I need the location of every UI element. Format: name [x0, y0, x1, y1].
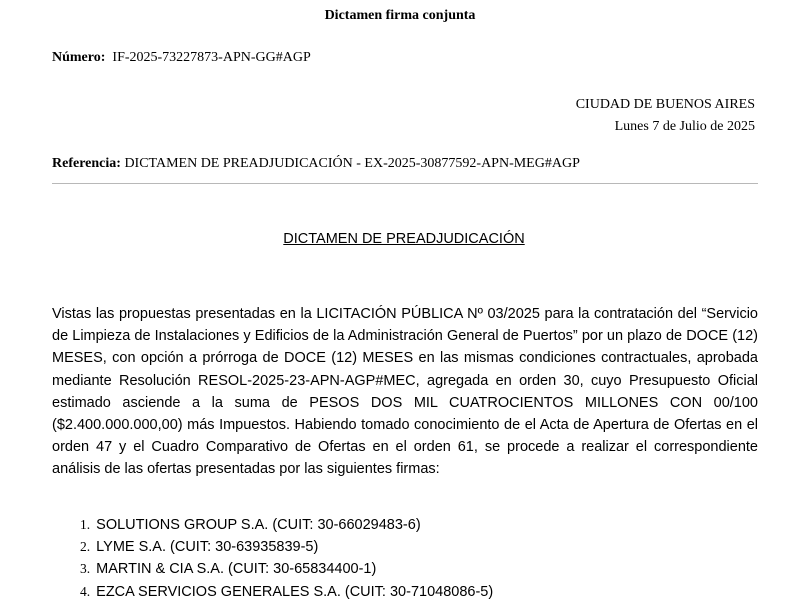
firms-list — [80, 514, 493, 603]
document-title: Dictamen firma conjunta — [324, 8, 476, 23]
list-item — [80, 536, 493, 558]
list-item-text: EZCA SERVICIOS GENERALES S.A. (CUIT: 30-71048086-5) — [96, 583, 494, 600]
list-item-number: 3. — [80, 561, 91, 577]
list-item-text: MARTIN & CIA S.A. (CUIT: 30-65834400-1) — [96, 561, 377, 578]
list-item-number: 1. — [80, 517, 91, 532]
section-heading: DICTAMEN DE PREADJUDICACIÓN — [283, 231, 525, 247]
numero-label: Número: — [52, 50, 106, 65]
reference — [52, 156, 580, 172]
body-paragraph: Vistas las propuestas presentadas en la LICITACIÓN PÚBLICA Nº 03/2025 para la contratación del “Servicio de Limpieza de Instalaciones y Edificios de la Administración General de Puertos” por un plazo de DOCE (12) MESES, con opción a prórroga de DOCE (12) MESES en las mismas condiciones contractuales, aprobada mediante Resolución RESOL-2025-23-APN-AGP#MEC, agregada en orden 30, cuyo Presupuesto Oficial estimado asciende a la suma de PESOS DOS MIL CUATROCIENTOS MILLONES CON 00/100 ($2.400.000.000,00) más Impuestos. Habiendo tomado conocimiento de el Acta de Apertura de Ofertas en el orden 47 y el Cuadro Comparativo de Ofertas en el orden 61, se procede a realizar el correspondiente análisis de las ofertas presentadas por las siguientes firmas: — [52, 306, 758, 478]
divider — [52, 183, 758, 184]
list-item-text: LYME S.A. (CUIT: 30-63935839-5) — [96, 539, 319, 556]
referencia-value: DICTAMEN DE PREADJUDICACIÓN - EX-2025-30877592-APN-MEG#AGP — [124, 156, 580, 171]
list-item — [80, 514, 493, 536]
list-item-text: SOLUTIONS GROUP S.A. (CUIT: 30-66029483-6) — [96, 517, 421, 533]
list-item — [80, 581, 493, 603]
place-date-block — [576, 94, 755, 138]
referencia-label: Referencia: — [52, 156, 121, 171]
list-item-number: 4. — [80, 583, 91, 599]
date: Lunes 7 de Julio de 2025 — [614, 119, 755, 134]
numero-value: IF-2025-73227873-APN-GG#AGP — [112, 50, 311, 65]
document-number — [52, 50, 311, 66]
list-item-number: 2. — [80, 539, 91, 555]
city: CIUDAD DE BUENOS AIRES — [575, 97, 755, 112]
list-item — [80, 558, 493, 580]
